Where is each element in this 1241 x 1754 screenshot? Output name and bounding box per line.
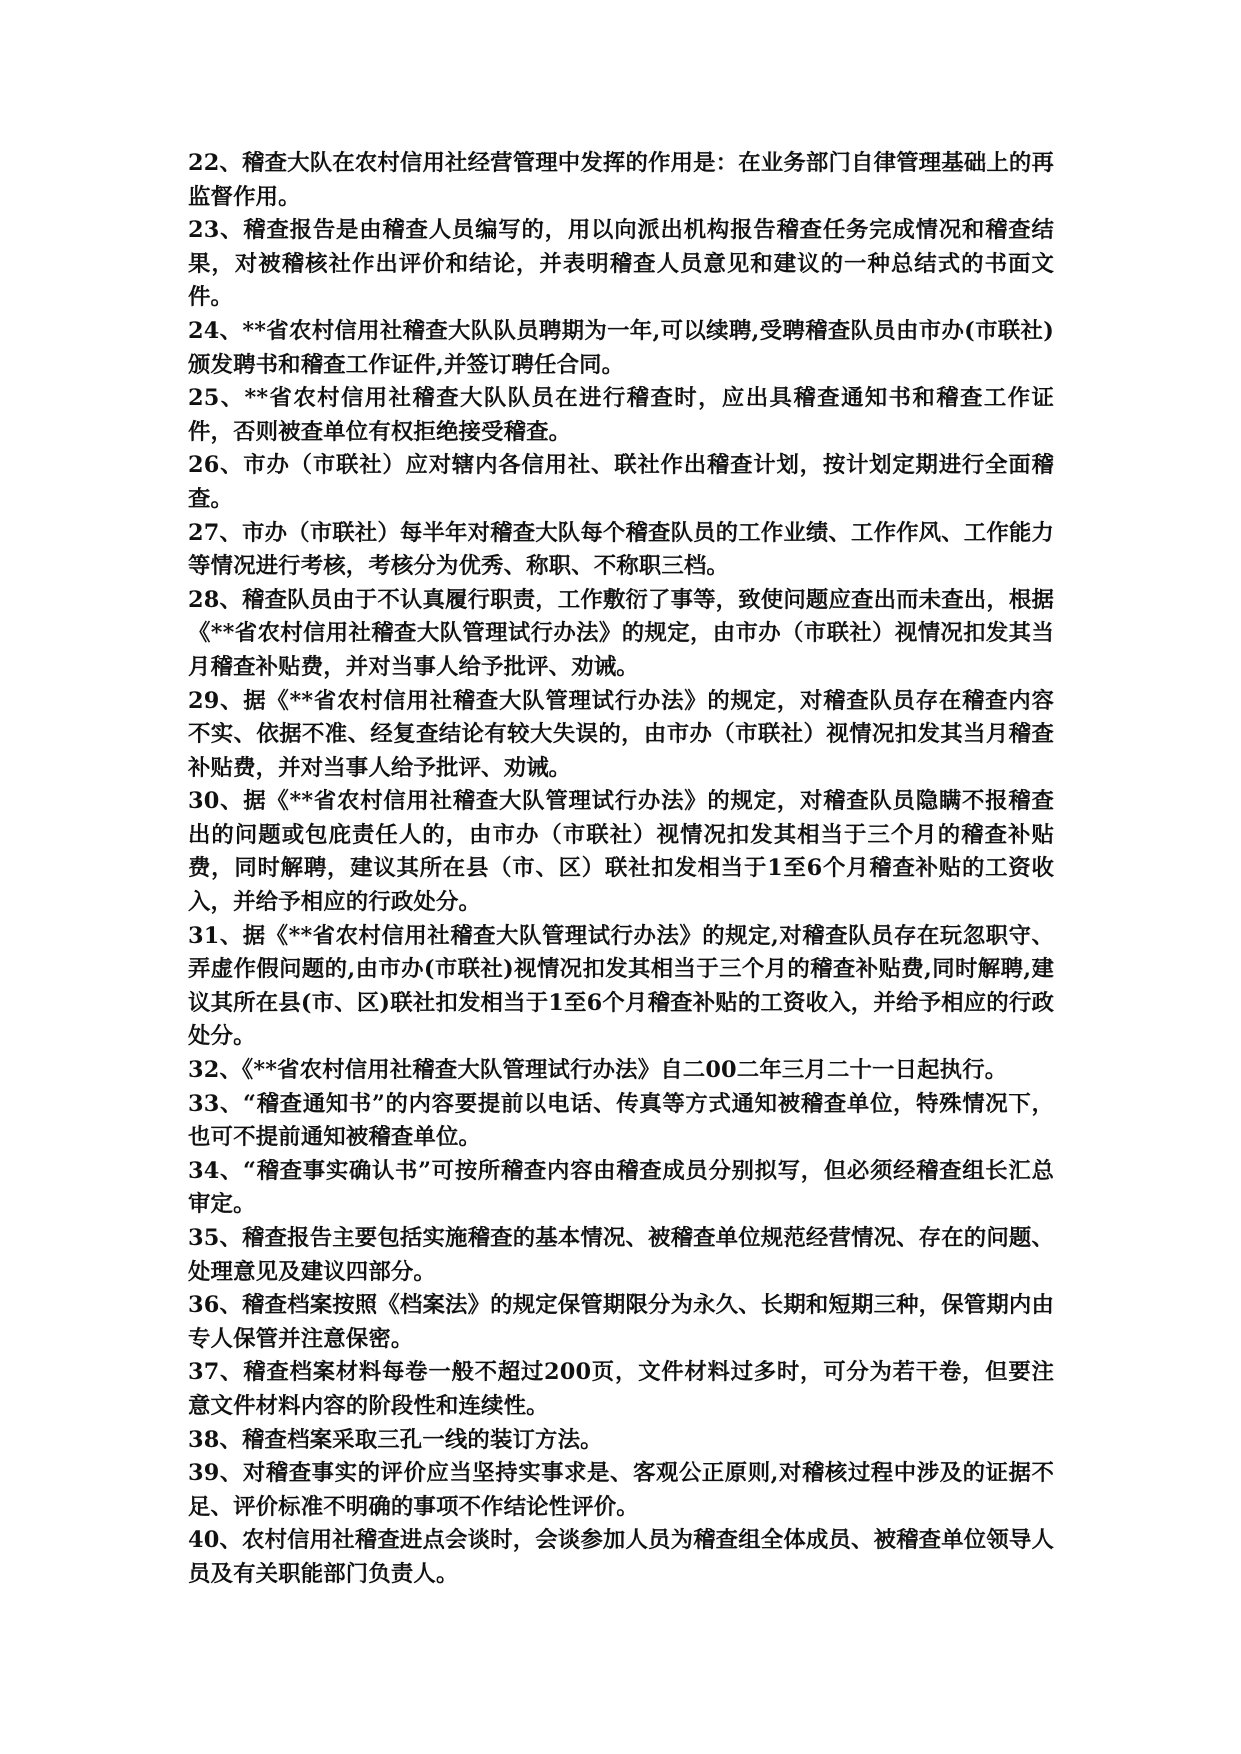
item-29: 29、据《**省农村信用社稽查大队管理试行办法》的规定，对稽查队员存在稽查内容不实、依据不准、经复查结论有较大失误的，由市办（市联社）视情况扣发其当月稽查补贴费，并对当事人给予批评、劝诫。 [188, 687, 1054, 781]
item-36: 36、稽查档案按照《档案法》的规定保管期限分为永久、长期和短期三种，保管期内由专人保管并注意保密。 [188, 1292, 1054, 1352]
document-body [188, 147, 1054, 1592]
item-25: 25、**省农村信用社稽查大队队员在进行稽查时，应出具稽查通知书和稽查工作证件，否则被查单位有权拒绝接受稽查。 [188, 385, 1054, 445]
item-27: 27、市办（市联社）每半年对稽查大队每个稽查队员的工作业绩、工作作风、工作能力等情况进行考核，考核分为优秀、称职、不称职三档。 [188, 519, 1054, 580]
item-39: 39、对稽查事实的评价应当坚持实事求是、客观公正原则,对稽核过程中涉及的证据不足、评价标准不明确的事项不作结论性评价。 [188, 1460, 1054, 1520]
item-37: 37、稽查档案材料每卷一般不超过200页，文件材料过多时，可分为若干卷，但要注意文件材料内容的阶段性和连续性。 [188, 1359, 1054, 1419]
item-38: 38、稽查档案采取三孔一线的装订方法。 [188, 1426, 603, 1453]
item-35: 35、稽查报告主要包括实施稽查的基本情况、被稽查单位规范经营情况、存在的问题、处理意见及建议四部分。 [188, 1225, 1054, 1285]
item-28: 28、稽查队员由于不认真履行职责，工作敷衍了事等，致使问题应查出而未查出，根据《**省农村信用社稽查大队管理试行办法》的规定，由市办（市联社）视情况扣发其当月稽查补贴费，并对当事人给予批评、劝诫。 [188, 586, 1054, 680]
item-34: 34、“稽查事实确认书”可按所稽查内容由稽查成员分别拟写，但必须经稽查组长汇总审定。 [188, 1157, 1054, 1218]
item-23: 23、稽查报告是由稽查人员编写的，用以向派出机构报告稽查任务完成情况和稽查结果，对被稽核社作出评价和结论，并表明稽查人员意见和建议的一种总结式的书面文件。 [188, 217, 1054, 311]
item-22: 22、稽查大队在农村信用社经营管理中发挥的作用是：在业务部门自律管理基础上的再监督作用。 [188, 150, 1054, 210]
item-24: 24、**省农村信用社稽查大队队员聘期为一年,可以续聘,受聘稽查队员由市办(市联社)颁发聘书和稽查工作证件,并签订聘任合同。 [188, 317, 1054, 378]
item-26: 26、市办（市联社）应对辖内各信用社、联社作出稽查计划，按计划定期进行全面稽查。 [188, 452, 1054, 512]
item-33: 33、“稽查通知书”的内容要提前以电话、传真等方式通知被稽查单位，特殊情况下，也可不提前通知被稽查单位。 [188, 1090, 1054, 1151]
item-40: 40、农村信用社稽查进点会谈时，会谈参加人员为稽查组全体成员、被稽查单位领导人员及有关职能部门负责人。 [188, 1527, 1054, 1587]
item-32: 32、《**省农村信用社稽查大队管理试行办法》自二00二年三月二十一日起执行。 [188, 1057, 1008, 1084]
item-31: 31、据《**省农村信用社稽查大队管理试行办法》的规定,对稽查队员存在玩忽职守、弄虚作假问题的,由市办(市联社)视情况扣发其相当于三个月的稽查补贴费,同时解聘,建议其所在县(市、区)联社扣发相当于1至6个月稽查补贴的工资收入，并给予相应的行政处分。 [188, 922, 1054, 1050]
item-30: 30、据《**省农村信用社稽查大队管理试行办法》的规定，对稽查队员隐瞒不报稽查出的问题或包庇责任人的，由市办（市联社）视情况扣发其相当于三个月的稽查补贴费，同时解聘，建议其所在县（市、区）联社扣发相当于1至6个月稽查补贴的工资收入，并给予相应的行政处分。 [188, 788, 1054, 916]
